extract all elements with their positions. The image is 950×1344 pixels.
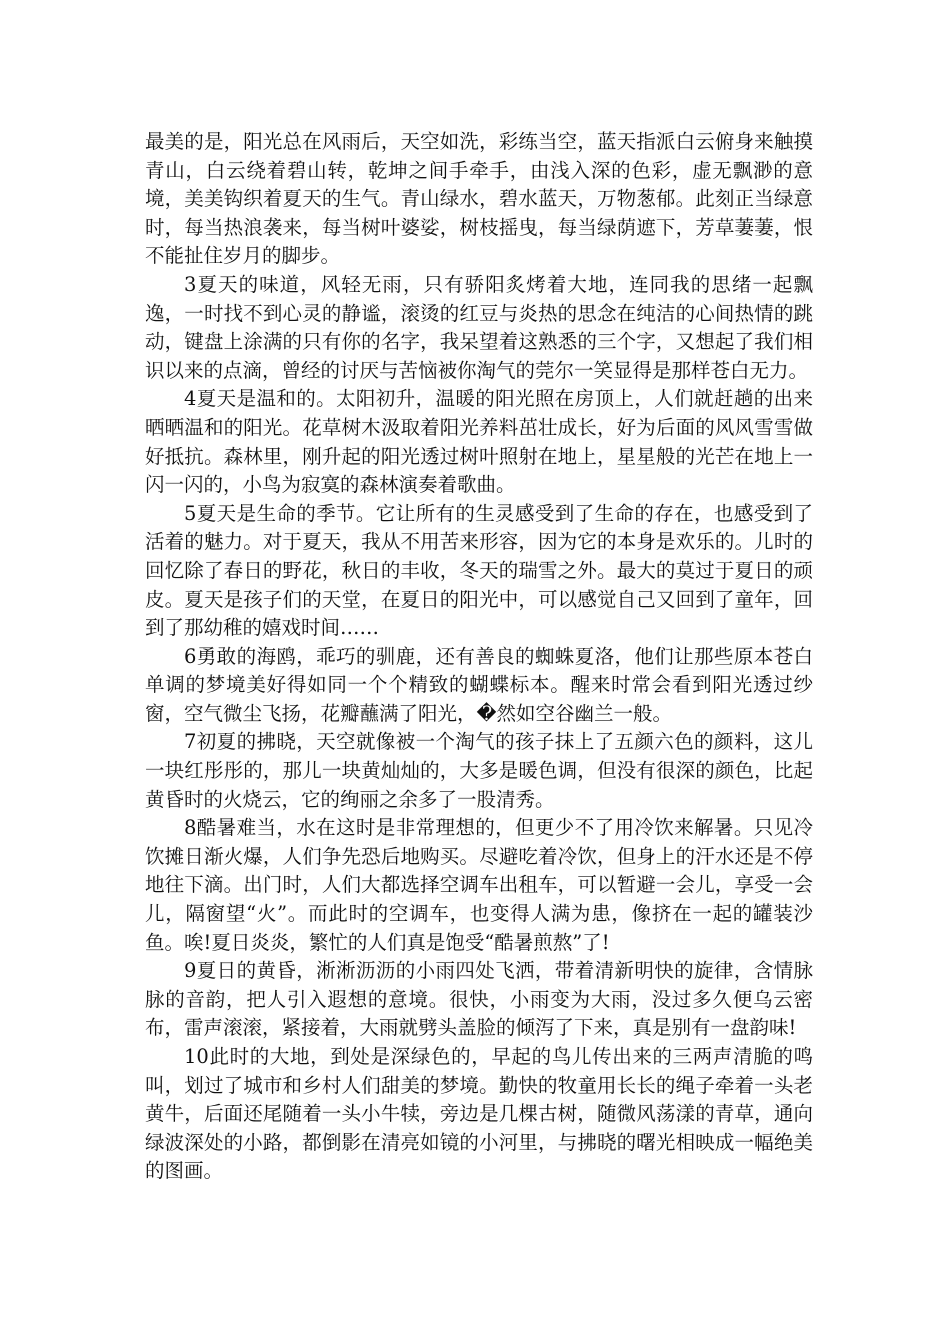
paragraph-9: 9夏日的黄昏，淅淅沥沥的小雨四处飞洒，带着清新明快的旋律，含情脉脉的音韵，把人引入遐想的意境。很快，小雨变为大雨，没过多久便乌云密布，雷声滚滚，紧接着，大雨就劈头盖脸的倾泻了下来，真是别有一盘韵味! <box>145 959 813 1040</box>
paragraph-6: 6勇敢的海鸥，乖巧的驯鹿，还有善良的蜘蛛夏洛，他们让那些原本苍白单调的梦境美好得如同一个个精致的蝴蝶标本。醒来时常会看到阳光透过纱窗，空气微尘飞扬，花瓣蘸满了阳光，�然如空谷幽兰一般。 <box>145 644 813 725</box>
paragraph-3: 3夏天的味道，风轻无雨，只有骄阳炙烤着大地，连同我的思绪一起飘逸，一时找不到心灵的静谧，滚烫的红豆与炎热的思念在纯洁的心间热情的跳动，键盘上涂满的只有你的名字，我呆望着这熟悉的三个字，又想起了我们相识以来的点滴，曾经的讨厌与苦恼被你淘气的莞尔一笑显得是那样苍白无力。 <box>145 272 813 382</box>
paragraph-10: 10此时的大地，到处是深绿色的，早起的鸟儿传出来的三两声清脆的鸣叫，划过了城市和乡村人们甜美的梦境。勤快的牧童用长长的绳子牵着一头老黄牛，后面还尾随着一头小牛犊，旁边是几棵古树，随微风荡漾的青草，通向绿波深处的小路，都倒影在清亮如镜的小河里，与拂晓的曙光相映成一幅绝美的图画。 <box>145 1045 813 1183</box>
paragraph-7: 7初夏的拂晓，天空就像被一个淘气的孩子抹上了五颜六色的颜料，这儿一块红彤彤的，那儿一块黄灿灿的，大多是暖色调，但没有很深的颜色，比起黄昏时的火烧云，它的绚丽之余多了一股清秀。 <box>145 730 813 811</box>
paragraph-5: 5夏天是生命的季节。它让所有的生灵感受到了生命的存在，也感受到了活着的魅力。对于夏天，我从不用苦来形容，因为它的本身是欢乐的。儿时的回忆除了春日的野花，秋日的丰收，冬天的瑞雪之外。最大的莫过于夏日的顽皮。夏天是孩子们的天堂，在夏日的阳光中，可以感觉自己又回到了童年，回到了那幼稚的嬉戏时间…… <box>145 501 813 640</box>
document-body <box>145 128 813 1186</box>
paragraph-continued: 最美的是，阳光总在风雨后，天空如洗，彩练当空，蓝天指派白云俯身来触摸青山，白云绕着碧山转，乾坤之间手牵手，由浅入深的色彩，虚无飘渺的意境，美美钩织着夏天的生气。青山绿水，碧水蓝天，万物葱郁。此刻正当绿意时，每当热浪袭来，每当树叶婆娑，树枝摇曳，每当绿荫遮下，芳草萋萋，恨不能扯住岁月的脚步。 <box>145 130 813 268</box>
paragraph-8: 8酷暑难当，水在这时是非常理想的，但更少不了用冷饮来解暑。只见冷饮摊日渐火爆，人们争先恐后地购买。尽避吃着冷饮，但身上的汗水还是不停地往下滴。出门时，人们大都选择空调车出租车，可以暂避一会儿，享受一会儿，隔窗望“火”。而此时的空调车，也变得人满为患，像挤在一起的罐装沙鱼。唉!夏日炎炎，繁忙的人们真是饱受“酷暑煎熬”了! <box>145 816 813 954</box>
paragraph-4: 4夏天是温和的。太阳初升，温暖的阳光照在房顶上，人们就赶趟的出来晒晒温和的阳光。花草树木汲取着阳光养料茁壮成长，好为后面的风风雪雪做好抵抗。森林里，刚升起的阳光透过树叶照射在地上，星星般的光芒在地上一闪一闪的，小鸟为寂寞的森林演奏着歌曲。 <box>145 387 813 497</box>
